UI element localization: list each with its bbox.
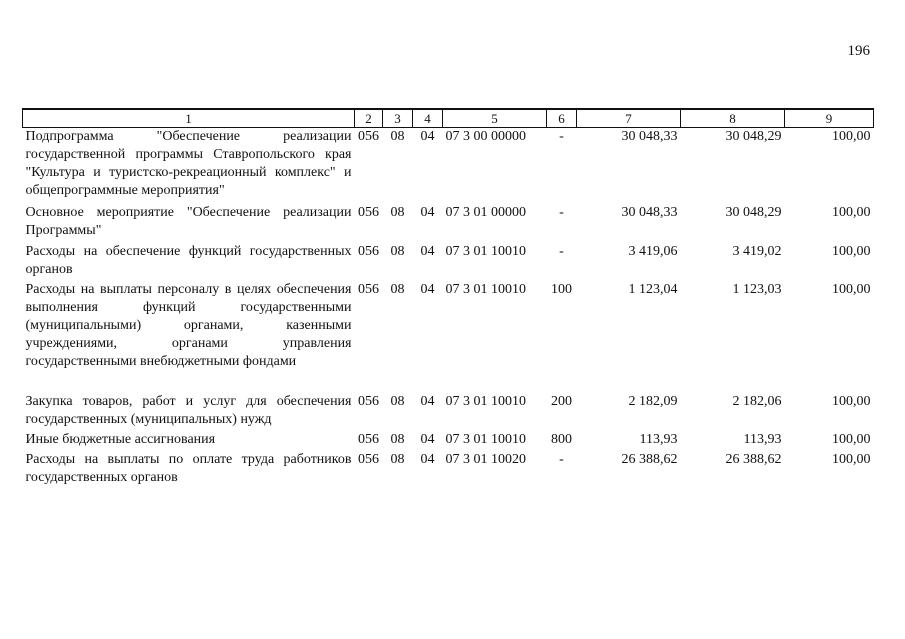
header-col-5: 5 — [443, 109, 547, 128]
row-code-section: 08 — [390, 452, 405, 467]
row-code-subsection: 04 — [420, 129, 435, 144]
row-code-subsection: 04 — [420, 282, 435, 297]
row-value-actual: 3 419,02 — [732, 244, 782, 259]
table-row — [23, 449, 874, 487]
row-code-subsection: 04 — [420, 205, 435, 220]
header-col-4: 4 — [413, 109, 443, 128]
row-name: Иные бюджетные ассигнования — [25, 432, 216, 447]
header-col-8: 8 — [681, 109, 785, 128]
row-code-ministry: 056 — [358, 205, 379, 220]
row-value-percent: 100,00 — [832, 432, 871, 447]
row-code-ministry: 056 — [358, 129, 379, 144]
table-row — [23, 240, 874, 279]
row-code-ministry: 056 — [358, 432, 379, 447]
row-code-expense-type: - — [559, 205, 564, 220]
row-name: Расходы на обеспечение функций государственных органов — [25, 244, 352, 277]
row-code-ministry: 056 — [358, 394, 379, 409]
header-col-1: 1 — [23, 109, 355, 128]
row-name: Подпрограмма "Обеспечение реализации государственной программы Ставропольского края "Культура и туристско-рекреационный комплекс" и общепрограммные мероприятия" — [25, 129, 352, 198]
row-value-actual: 2 182,06 — [732, 394, 782, 409]
row-code-ministry: 056 — [358, 452, 379, 467]
table-row — [23, 429, 874, 449]
spacer-cell — [23, 371, 874, 393]
row-code-ministry: 056 — [358, 244, 379, 259]
row-value-actual: 26 388,62 — [725, 452, 782, 467]
row-value-plan: 1 123,04 — [628, 282, 678, 297]
row-value-plan: 26 388,62 — [621, 452, 678, 467]
row-code-section: 08 — [390, 282, 405, 297]
table-row — [23, 128, 874, 201]
row-code-target: 07 3 01 10020 — [445, 452, 526, 467]
page-number: 196 — [847, 43, 870, 59]
row-code-target: 07 3 01 00000 — [445, 205, 526, 220]
row-code-ministry: 056 — [358, 282, 379, 297]
row-code-section: 08 — [390, 432, 405, 447]
row-code-section: 08 — [390, 244, 405, 259]
row-value-percent: 100,00 — [832, 205, 871, 220]
row-value-percent: 100,00 — [832, 129, 871, 144]
row-code-target: 07 3 01 10010 — [445, 244, 526, 259]
row-code-subsection: 04 — [420, 432, 435, 447]
row-code-target: 07 3 01 10010 — [445, 282, 526, 297]
row-code-expense-type: - — [559, 452, 564, 467]
row-name: Закупка товаров, работ и услуг для обеспечения государственных (муниципальных) нужд — [25, 394, 352, 427]
header-col-6: 6 — [547, 109, 577, 128]
header-col-3: 3 — [383, 109, 413, 128]
row-value-percent: 100,00 — [832, 244, 871, 259]
row-code-target: 07 3 01 10010 — [445, 432, 526, 447]
row-code-expense-type: 800 — [551, 432, 572, 447]
row-code-subsection: 04 — [420, 452, 435, 467]
row-value-plan: 3 419,06 — [628, 244, 678, 259]
row-value-actual: 30 048,29 — [725, 205, 782, 220]
row-code-expense-type: 100 — [551, 282, 572, 297]
header-col-7: 7 — [577, 109, 681, 128]
row-code-target: 07 3 01 10010 — [445, 394, 526, 409]
header-col-9: 9 — [785, 109, 874, 128]
row-value-actual: 1 123,03 — [732, 282, 782, 297]
row-value-plan: 2 182,09 — [628, 394, 678, 409]
row-value-plan: 30 048,33 — [621, 205, 678, 220]
row-code-section: 08 — [390, 129, 405, 144]
table-row — [23, 200, 874, 240]
table-row — [23, 279, 874, 371]
row-code-expense-type: - — [559, 129, 564, 144]
row-code-target: 07 3 00 00000 — [445, 129, 526, 144]
row-code-expense-type: - — [559, 244, 564, 259]
budget-table — [22, 108, 874, 487]
header-row — [23, 109, 874, 128]
row-name: Основное мероприятие "Обеспечение реализации Программы" — [25, 205, 352, 238]
row-code-section: 08 — [390, 205, 405, 220]
row-value-percent: 100,00 — [832, 394, 871, 409]
row-value-percent: 100,00 — [832, 282, 871, 297]
row-name: Расходы на выплаты по оплате труда работников государственных органов — [25, 452, 352, 485]
row-value-percent: 100,00 — [832, 452, 871, 467]
row-code-expense-type: 200 — [551, 394, 572, 409]
row-code-subsection: 04 — [420, 394, 435, 409]
row-value-actual: 30 048,29 — [725, 129, 782, 144]
row-value-plan: 113,93 — [639, 432, 678, 447]
header-col-2: 2 — [355, 109, 383, 128]
row-value-plan: 30 048,33 — [621, 129, 678, 144]
row-value-actual: 113,93 — [743, 432, 782, 447]
spacer-row — [23, 371, 874, 393]
table-row — [23, 393, 874, 429]
row-code-section: 08 — [390, 394, 405, 409]
row-code-subsection: 04 — [420, 244, 435, 259]
row-name: Расходы на выплаты персоналу в целях обеспечения выполнения функций государственными (муниципальными) органами, казенными учреждениями, органами управления государственными внебюджетными фондами — [25, 282, 352, 369]
